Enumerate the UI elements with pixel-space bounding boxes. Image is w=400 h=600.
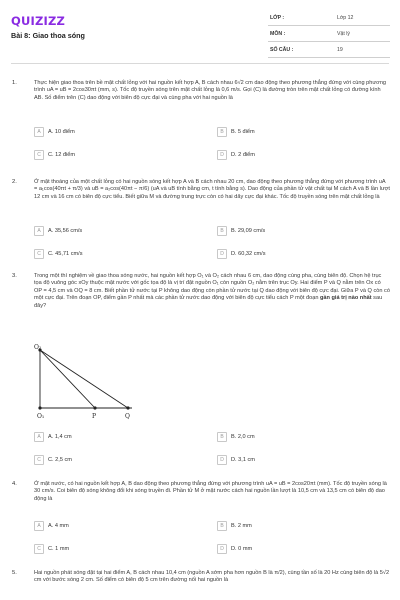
option-text: B. 5 điểm xyxy=(231,129,255,135)
worksheet-info-table xyxy=(268,10,390,58)
label-q: Q xyxy=(125,413,130,420)
question-number: 1. xyxy=(12,80,17,86)
option-text: A. 35,56 cm/s xyxy=(48,228,83,234)
option-letter-box: B xyxy=(217,127,227,137)
option-letter-box: C xyxy=(34,150,44,160)
question-text-main: Trong một thí nghiệm về giao thoa sóng nước, hai nguồn kết hợp O₁ và O₂ cách nhau 6 cm, dao động cùng pha, cùng biên độ. Chọn hệ trục tọa độ vuông góc xOy thuộc mặt nước với gốc tọa độ là vị trí đặt nguồn O₁ còn nguồn O₂ nằm trên trục Oy. Hai điểm P và Q nằm trên Ox có OP = 4,5 cm và OQ = 8 cm. Biết phần tử nước tại P không dao động còn phần tử nước tại Q dao động với biên độ cực đại. Giữa P và Q còn có một cực đại. Trên đoạn OP, điểm gần P nhất mà các phần tử nước dao động với biên độ cực tiểu cách P một đoạn xyxy=(34,273,390,302)
segment-o2-p xyxy=(40,350,95,408)
info-value: Vật lý xyxy=(337,31,350,37)
option-text: D. 60,32 cm/s xyxy=(231,251,266,257)
option-text: C. 45,71 cm/s xyxy=(48,251,83,257)
info-label: SỐ CÂU : xyxy=(270,47,294,53)
question-text xyxy=(34,273,390,310)
option-letter-box: A xyxy=(34,432,44,442)
option-text: D. 2 điểm xyxy=(231,152,255,158)
label-o2: O₂ xyxy=(34,344,42,351)
option-letter-box: C xyxy=(34,544,44,554)
option-letter-box: D xyxy=(217,455,227,465)
info-label: LỚP : xyxy=(270,15,285,21)
option-letter-box: B xyxy=(217,432,227,442)
option-text: B. 2,0 cm xyxy=(231,434,255,440)
option-text: A. 10 điểm xyxy=(48,129,75,135)
option-letter-box: A xyxy=(34,521,44,531)
worksheet-header xyxy=(0,0,400,62)
segment-o2-q xyxy=(40,350,128,408)
question-text: Ở mặt thoáng của một chất lỏng có hai nguồn sóng kết hợp A và B cách nhau 20 cm, dao động theo phương thẳng đứng với phương trình uA = a₁cos(40πt + π/3) và uB = a₂cos(40πt − π/6) (uA và uB tính bằng cm, t tính bằng s). Dao động của phần tử vật chất tại M cách A và B lần lượt 12 cm và 16 cm có biên độ cực tiểu. Biết giữa M và đường trung trực còn có hai dãy cực đại khác. Tốc độ truyền sóng trên mặt chất lỏng là xyxy=(34,179,390,200)
option-text: C. 12 điểm xyxy=(48,152,76,158)
info-label: MÔN : xyxy=(270,31,286,37)
option-text: C. 1 mm xyxy=(48,546,70,552)
option-letter-box: A xyxy=(34,127,44,137)
header-divider xyxy=(11,63,389,64)
label-p: P xyxy=(92,413,97,420)
question-text: Ở mặt nước, có hai nguồn kết hợp A, B dao động theo phương thẳng đứng với phương trình uA = uB = 2cos20πt (mm). Tốc độ truyền sóng là 30 cm/s. Coi biên độ sóng không đổi khi sóng truyền đi. Phần tử M ở mặt nước cách hai nguồn lần lượt là 10,5 cm và 13,5 cm có biên độ dao động là xyxy=(34,481,387,502)
info-value: Lớp 12 xyxy=(337,15,354,21)
info-row-question-count xyxy=(268,42,390,58)
question-number: 2. xyxy=(12,179,17,185)
option-letter-box: B xyxy=(217,226,227,236)
question-text: Thực hiện giao thoa trên bề mặt chất lỏng với hai nguồn kết hợp A, B cách nhau 6√2 cm dao động theo phương thẳng đứng với cùng phương trình uA = uB = 2cos30πt (mm, s). Tốc độ truyền sóng trên mặt chất lỏng là 0,6 m/s. Gọi (C) là đường tròn trên mặt chất lỏng có đường kính AB. Số điểm trên (C) dao động với biên độ cực đại và cùng pha với hai nguồn là xyxy=(34,80,387,101)
point-o1 xyxy=(38,406,41,409)
option-letter-box: B xyxy=(217,521,227,531)
label-o1: O₁ xyxy=(37,413,45,420)
option-letter-box: D xyxy=(217,544,227,554)
quizizz-logo: QUIZIZZ xyxy=(11,14,66,28)
question-number: 4. xyxy=(12,481,17,487)
info-row-class xyxy=(268,10,390,26)
option-letter-box: A xyxy=(34,226,44,236)
info-row-subject xyxy=(268,26,390,42)
worksheet-title: Bài 8: Giao thoa sóng xyxy=(11,31,85,40)
option-letter-box: D xyxy=(217,249,227,259)
option-letter-box: D xyxy=(217,150,227,160)
option-text: C. 2,5 cm xyxy=(48,457,72,463)
option-text: B. 29,09 cm/s xyxy=(231,228,266,234)
option-letter-box: C xyxy=(34,455,44,465)
option-text: A. 4 mm xyxy=(48,523,69,529)
option-text: D. 3,1 cm xyxy=(231,457,255,463)
question-number: 5. xyxy=(12,570,17,576)
info-value: 19 xyxy=(337,47,343,53)
option-letter-box: C xyxy=(34,249,44,259)
question-text-emphasis: gần giá trị nào nhất xyxy=(320,295,372,302)
geometry-figure xyxy=(34,338,144,423)
point-q xyxy=(126,406,129,409)
option-text: B. 2 mm xyxy=(231,523,252,529)
question-text-end: sau đây? xyxy=(34,295,383,309)
point-p xyxy=(93,406,96,409)
question-number: 3. xyxy=(12,273,17,279)
question-text: Hai nguồn phát sóng đặt tại hai điểm A, B cách nhau 10,4 cm (nguồn A sớm pha hơn nguồn B là π/2), cùng tần số là 20 Hz cùng biên độ là 5√2 cm với bước sóng 2 cm. Số điểm có biên độ 5 cm trên đường nối hai nguồn là xyxy=(34,570,390,584)
option-text: D. 0 mm xyxy=(231,546,253,552)
option-text: A. 1,4 cm xyxy=(48,434,72,440)
